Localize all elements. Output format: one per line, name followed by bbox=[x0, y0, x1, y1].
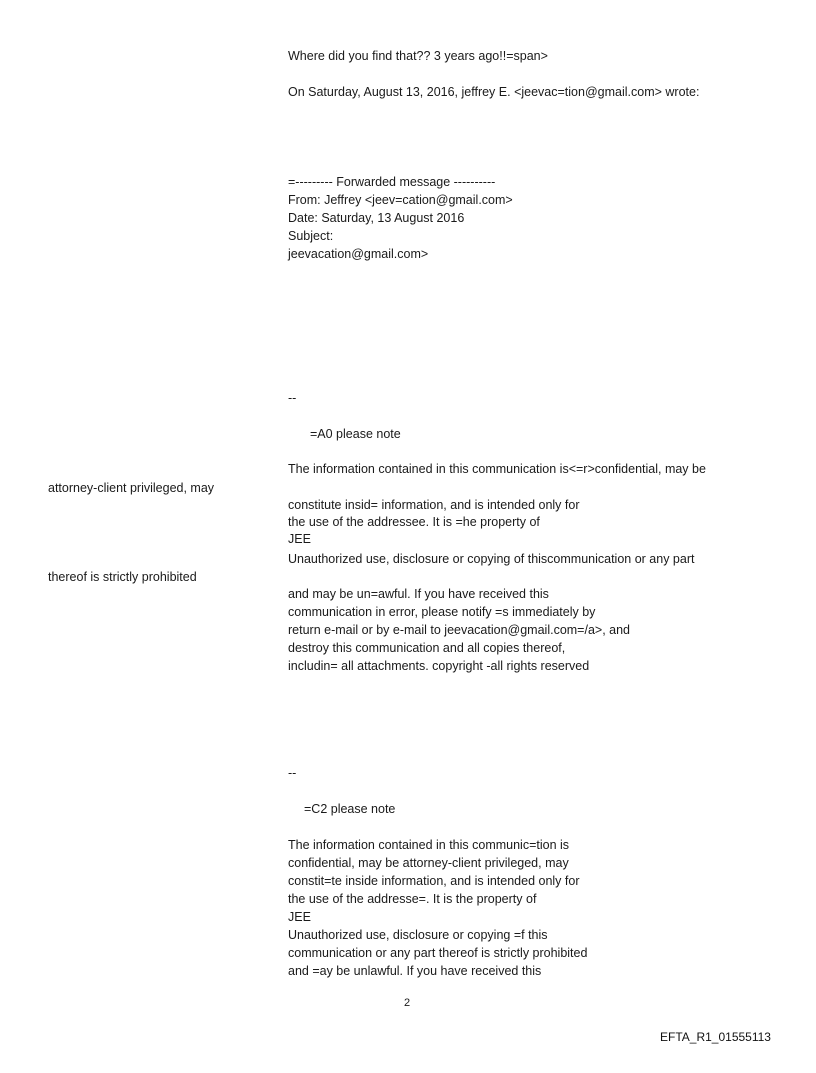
please-note-heading: =A0 please note bbox=[310, 427, 401, 441]
signature-separator: -- bbox=[288, 391, 297, 405]
disclaimer-line: Unauthorized use, disclosure or copying =f this bbox=[288, 928, 548, 942]
disclaimer-line: and may be un=awful. If you have received this bbox=[288, 587, 549, 601]
forwarded-address: jeevacation@gmail.com> bbox=[288, 247, 429, 261]
please-note-heading: =C2 please note bbox=[304, 802, 396, 816]
forwarded-subject: Subject: bbox=[288, 229, 334, 243]
document-id: EFTA_R1_01555113 bbox=[660, 1030, 771, 1044]
disclaimer-line: the use of the addressee. It is =he property of bbox=[288, 515, 540, 529]
disclaimer-line: constit=te inside information, and is intended only for bbox=[288, 874, 580, 888]
disclaimer-line: Unauthorized use, disclosure or copying of thiscommunication or any part bbox=[288, 552, 695, 566]
disclaimer-line: return e-mail or by e-mail to jeevacation@gmail.com=/a>, and bbox=[288, 623, 631, 637]
quoted-wrote-line: On Saturday, August 13, 2016, jeffrey E. <jeevac=tion@gmail.com> wrote: bbox=[288, 85, 700, 99]
disclaimer-line: includin= all attachments. copyright -all rights reserved bbox=[288, 659, 590, 673]
forwarded-from: From: Jeffrey <jeev=cation@gmail.com> bbox=[288, 193, 513, 207]
disclaimer-line: destroy this communication and all copies thereof, bbox=[288, 641, 566, 655]
forwarded-separator: =--------- Forwarded message ---------- bbox=[288, 175, 496, 189]
disclaimer-line: the use of the addresse=. It is the property of bbox=[288, 892, 537, 906]
page-number: 2 bbox=[404, 997, 411, 1009]
disclaimer-side-line: thereof is strictly prohibited bbox=[48, 570, 197, 584]
disclaimer-line: and =ay be unlawful. If you have received this bbox=[288, 964, 542, 978]
disclaimer-line: communication or any part thereof is strictly prohibited bbox=[288, 946, 588, 960]
disclaimer-side-line: attorney-client privileged, may bbox=[48, 481, 215, 495]
forwarded-date: Date: Saturday, 13 August 2016 bbox=[288, 211, 465, 225]
disclaimer-line: communication in error, please notify =s immediately by bbox=[288, 605, 596, 619]
disclaimer-line: constitute insid= information, and is intended only for bbox=[288, 498, 580, 512]
disclaimer-line: The information contained in this communic=tion is bbox=[288, 838, 570, 852]
disclaimer-line: JEE bbox=[288, 910, 311, 924]
signature-separator: -- bbox=[288, 766, 297, 780]
reply-text: Where did you find that?? 3 years ago!!=span> bbox=[288, 49, 548, 63]
disclaimer-line: confidential, may be attorney-client privileged, may bbox=[288, 856, 569, 870]
disclaimer-line: JEE bbox=[288, 532, 311, 546]
disclaimer-line: The information contained in this communication is<=r>confidential, may be bbox=[288, 462, 706, 476]
